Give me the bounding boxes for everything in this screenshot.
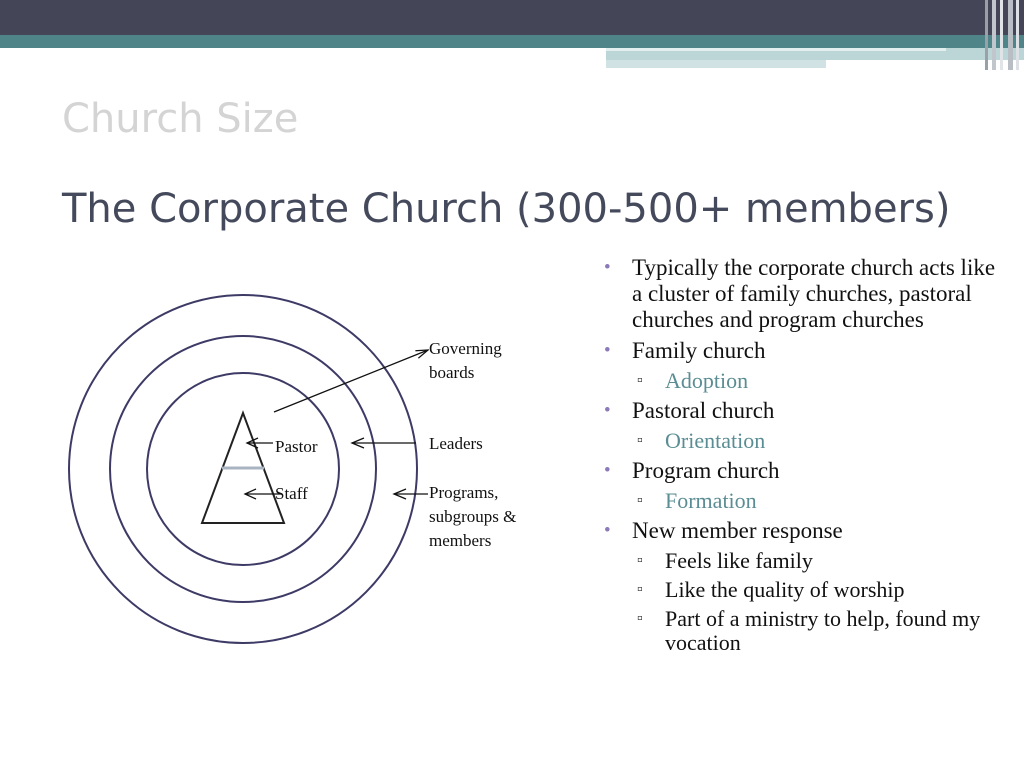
bullet-dot-icon: • <box>604 400 611 421</box>
programs-label-line2: subgroups & <box>429 507 517 526</box>
bullet-text: Pastoral church <box>632 398 775 423</box>
staff-label: Staff <box>275 484 308 503</box>
sub-bullet-orientation <box>604 429 1004 453</box>
sub-bullet-square-icon: ▫ <box>637 432 643 449</box>
sub-bullet-formation <box>604 489 1004 513</box>
sub-bullet-square-icon: ▫ <box>637 552 643 569</box>
bullet-dot-icon: • <box>604 460 611 481</box>
bullet-dot-icon: • <box>604 257 611 278</box>
pastor-label: Pastor <box>275 437 318 456</box>
sub-bullet-quality-of-worship <box>604 578 1004 602</box>
bullet-text: Typically the corporate church acts like a cluster of family churches, pastoral churches and program churches <box>632 255 996 332</box>
bullet-text: Program church <box>632 458 780 483</box>
sub-bullet-square-icon: ▫ <box>637 372 643 389</box>
bullet-program-church <box>604 458 1004 484</box>
sub-bullet-text: Like the quality of worship <box>665 577 905 602</box>
leaders-label: Leaders <box>429 434 483 453</box>
bullet-dot-icon: • <box>604 340 611 361</box>
sub-bullet-text: Feels like family <box>665 548 813 573</box>
governing-label-line2: boards <box>429 363 475 382</box>
slide-subtitle: Church Size <box>62 96 299 142</box>
sub-bullet-ministry-vocation <box>604 607 1004 655</box>
sub-bullet-text: Orientation <box>665 428 766 453</box>
church-structure-diagram <box>0 250 590 670</box>
bullet-family-church <box>604 338 1004 364</box>
sub-bullet-text: Part of a ministry to help, found my vocation <box>665 606 981 655</box>
bullet-new-member-response <box>604 518 1004 544</box>
bullet-text: Family church <box>632 338 766 363</box>
sub-bullet-text: Adoption <box>665 368 749 393</box>
header-banner <box>0 0 1024 70</box>
sub-bullet-square-icon: ▫ <box>637 581 643 598</box>
sub-bullet-feels-like-family <box>604 549 1004 573</box>
sub-bullet-square-icon: ▫ <box>637 610 643 627</box>
bullet-pastoral-church <box>604 398 1004 424</box>
sub-bullet-adoption <box>604 369 1004 393</box>
programs-label-line1: Programs, <box>429 483 499 502</box>
bullet-dot-icon: • <box>604 520 611 541</box>
slide-title: The Corporate Church (300-500+ members) <box>62 186 951 232</box>
bullet-corporate-cluster <box>604 255 1004 333</box>
bullet-text: New member response <box>632 518 843 543</box>
programs-label-line3: members <box>429 531 492 550</box>
governing-label-line1: Governing <box>429 339 502 358</box>
bullet-list <box>604 255 1004 660</box>
sub-bullet-text: Formation <box>665 488 757 513</box>
sub-bullet-square-icon: ▫ <box>637 492 643 509</box>
